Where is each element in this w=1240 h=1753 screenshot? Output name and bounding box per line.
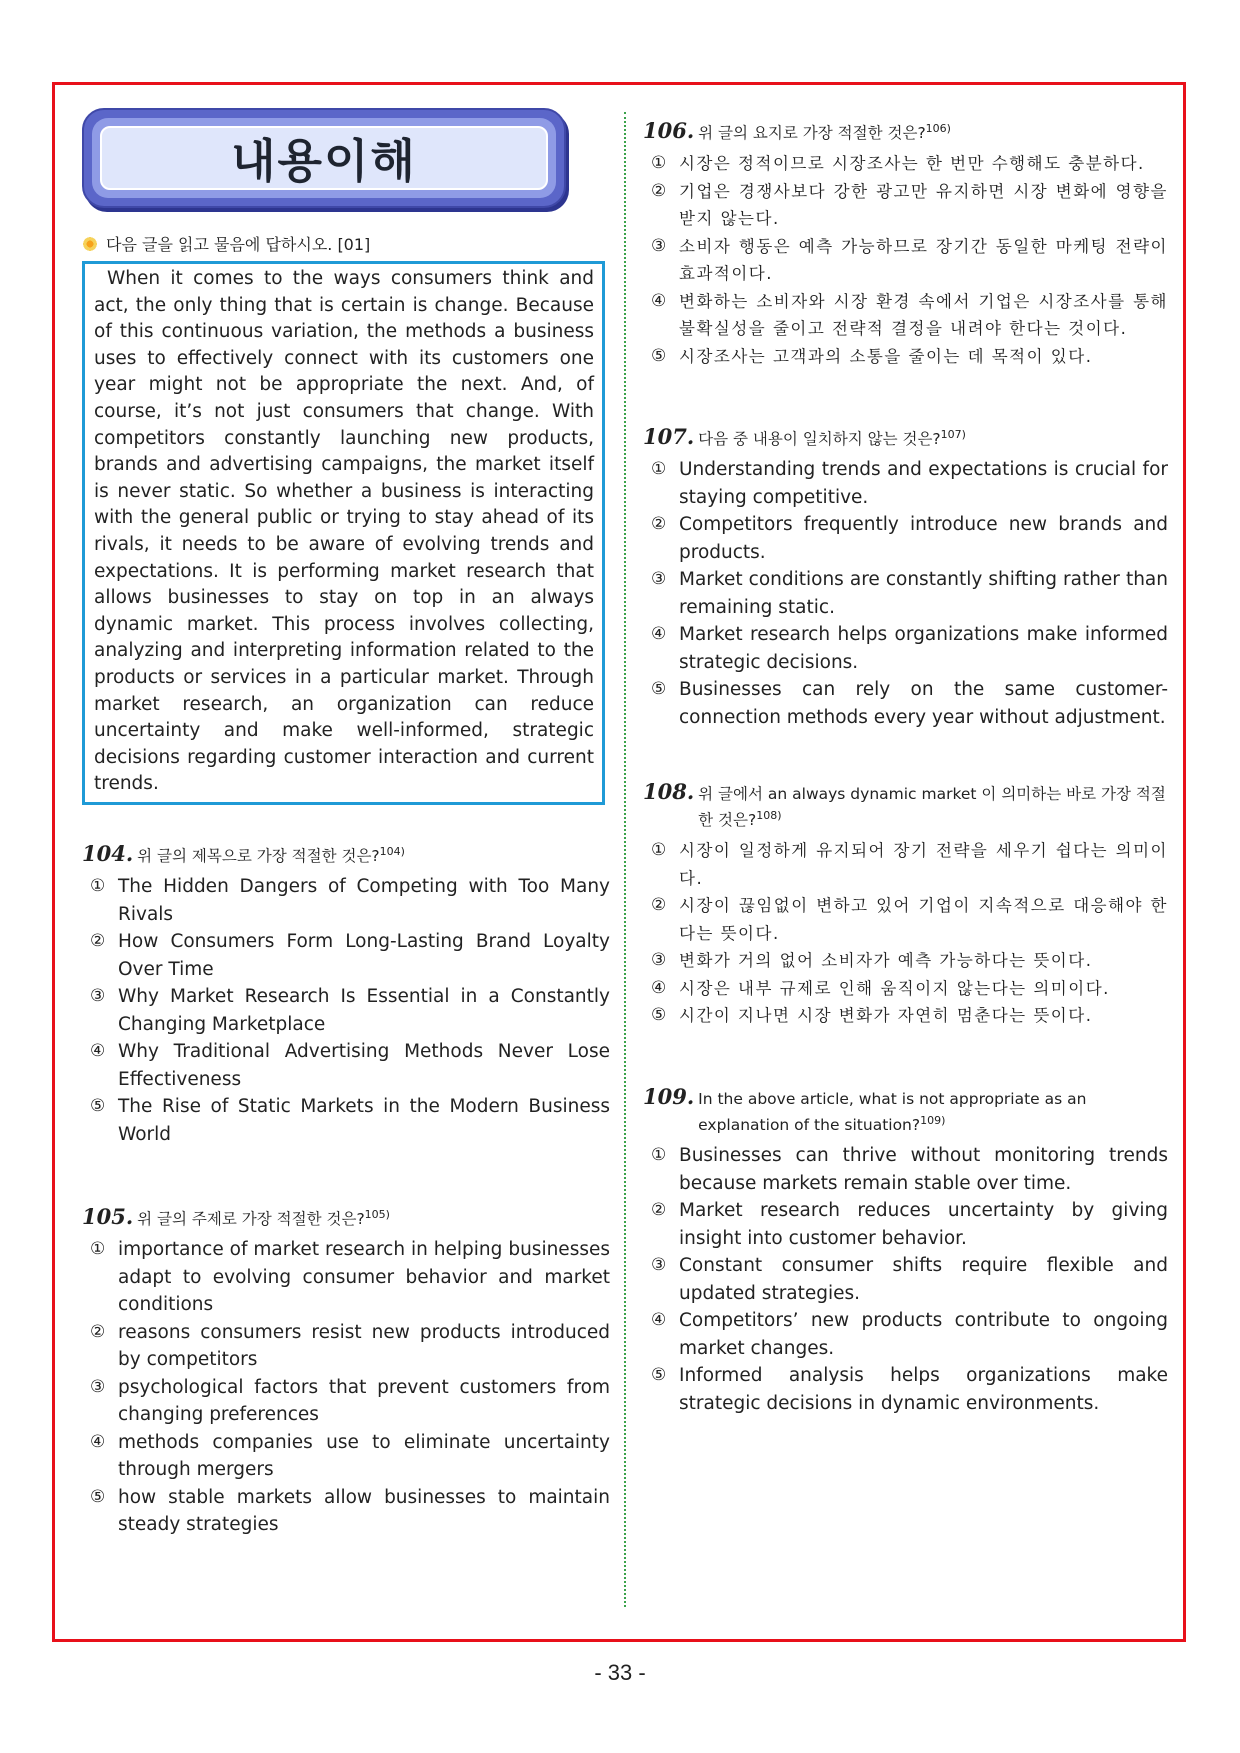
instruction-text: 다음 글을 읽고 물음에 답하시오. [01] (106, 235, 371, 254)
option[interactable]: ④ Market research helps organizations make informed strategic decisions. (651, 624, 1168, 673)
option[interactable]: ⑤ 시간이 지나면 시장 변화가 자연히 멈춘다는 뜻이다. (651, 1005, 1093, 1026)
question-104 (82, 841, 610, 1148)
option[interactable]: ③ 소비자 행동은 예측 가능하므로 장기간 동일한 마케팅 전략이 효과적이다. (651, 235, 1168, 284)
option-list (82, 873, 610, 1148)
right-column (643, 108, 1168, 1417)
option[interactable]: ⑤ The Rise of Static Markets in the Modern Business World (90, 1096, 610, 1145)
option-list (643, 1142, 1168, 1417)
question-title: 위 글의 요지로 가장 적절한 것은?$^{106)}$ (698, 122, 951, 143)
option[interactable]: ② reasons consumers resist new products introduced by competitors (90, 1321, 610, 1371)
section-title: 내용이해 (231, 134, 417, 188)
option[interactable]: ③ Market conditions are constantly shifting rather than remaining static. (651, 569, 1168, 618)
option[interactable]: ① The Hidden Dangers of Competing with Too Many Rivals (90, 876, 610, 925)
option[interactable]: ① 시장은 정적이므로 시장조사는 한 번만 수행해도 충분하다. (651, 153, 1145, 174)
question-number: 108. (643, 779, 695, 805)
footnote-ref: 104) (379, 844, 405, 858)
option[interactable]: ④ 변화하는 소비자와 시장 환경 속에서 기업은 시장조사를 통해 불확실성을 줄이고 전략적 결정을 내려야 한다는 것이다. (651, 290, 1168, 339)
question-title: 위 글에서 an always dynamic market 이 의미하는 바로 가장 적절한 것은?$^{108)}$ (698, 785, 1166, 830)
section-title-badge (82, 108, 566, 208)
option[interactable]: ① Businesses can thrive without monitoring trends because markets remain stable over time. (651, 1145, 1168, 1194)
option[interactable]: ⑤ how stable markets allow businesses to maintain steady strategies (90, 1486, 610, 1536)
option[interactable]: ② How Consumers Form Long-Lasting Brand Loyalty Over Time (90, 931, 610, 980)
option[interactable]: ④ 시장은 내부 규제로 인해 움직이지 않는다는 의미이다. (651, 977, 1110, 998)
option-list (643, 456, 1168, 731)
reading-passage: When it comes to the ways consumers think and act, the only thing that is certain is change. Because of this continuous variation, the methods a business uses to effectively connect with its customers one year might not be appropriate the next. And, of course, it’s not just consumers that change. With competitors constantly launching new products, brands and advertising campaigns, the market itself is never static. So whether a business is interacting with the general public or trying to stay ahead of its rivals, it needs to be aware of evolving trends and expectations. It is performing market research that allows businesses to stay on top in an always dynamic market. This process involves collecting, analyzing and interpreting information related to the products or services in a particular market. Through market research, an organization can reduce uncertainty and make well-informed, strategic decisions regarding customer interaction and current trends. (82, 261, 605, 805)
question-number: 106. (643, 118, 695, 144)
option[interactable]: ③ psychological factors that prevent customers from changing preferences (90, 1376, 610, 1426)
question-107 (643, 424, 1168, 731)
option[interactable]: ⑤ 시장조사는 고객과의 소통을 줄이는 데 목적이 있다. (651, 345, 1093, 366)
option[interactable]: ② Market research reduces uncertainty by giving insight into customer behavior. (651, 1200, 1168, 1249)
footnote-ref: 108) (756, 809, 782, 823)
footnote-ref: 106) (925, 122, 951, 135)
option[interactable]: ⑤ Informed analysis helps organizations make strategic decisions in dynamic environments. (651, 1365, 1168, 1414)
option[interactable]: ① Understanding trends and expectations is crucial for staying competitive. (651, 459, 1168, 508)
question-number: 105. (82, 1204, 134, 1230)
question-number: 104. (82, 841, 134, 867)
question-106 (643, 118, 1168, 370)
option-list (643, 150, 1168, 370)
option[interactable]: ① 시장이 일정하게 유지되어 장기 전략을 세우기 쉽다는 의미이다. (651, 840, 1168, 888)
instruction (82, 232, 610, 255)
question-109 (643, 1083, 1168, 1417)
footnote-ref: 105) (364, 1208, 390, 1222)
column-divider (624, 112, 626, 1607)
question-number: 109. (643, 1083, 695, 1109)
question-title: 위 글의 제목으로 가장 적절한 것은?$^{104)}$ (137, 844, 405, 866)
question-title: 다음 중 내용이 일치하지 않는 것은?$^{107)}$ (698, 428, 966, 449)
question-title: In the above article, what is not appropriate as an explanation of the situation?$^{109)}$ (698, 1089, 1087, 1135)
page-number: - 33 - (594, 1660, 646, 1685)
option[interactable]: ④ Competitors’ new products contribute to ongoing market changes. (651, 1310, 1168, 1359)
option[interactable]: ② Competitors frequently introduce new brands and products. (651, 514, 1168, 563)
option[interactable]: ③ Why Market Research Is Essential in a Constantly Changing Marketplace (90, 986, 610, 1035)
option[interactable]: ② 기업은 경쟁사보다 강한 광고만 유지하면 시장 변화에 영향을 받지 않는다. (651, 180, 1168, 229)
question-105 (82, 1204, 610, 1539)
option[interactable]: ① importance of market research in helping businesses adapt to evolving consumer behavior and market conditions (90, 1239, 610, 1316)
option[interactable]: ④ Why Traditional Advertising Methods Never Lose Effectiveness (90, 1041, 610, 1090)
question-title: 위 글의 주제로 가장 적절한 것은?$^{105)}$ (137, 1208, 390, 1229)
option[interactable]: ② 시장이 끊임없이 변하고 있어 기업이 지속적으로 대응해야 한다는 뜻이다. (651, 895, 1168, 943)
option-list (643, 837, 1168, 1030)
question-number: 107. (643, 424, 695, 450)
option[interactable]: ③ 변화가 거의 없어 소비자가 예측 가능하다는 뜻이다. (651, 950, 1093, 971)
option-list (82, 1236, 610, 1539)
left-column (82, 108, 610, 1539)
option[interactable]: ③ Constant consumer shifts require flexible and updated strategies. (651, 1255, 1168, 1304)
footnote-ref: 107) (940, 428, 966, 442)
question-108 (643, 781, 1168, 1030)
footnote-ref: 109) (920, 1113, 946, 1127)
option[interactable]: ⑤ Businesses can rely on the same customer-connection methods every year without adjustment. (651, 679, 1168, 728)
flower-icon (82, 236, 98, 252)
option[interactable]: ④ methods companies use to eliminate uncertainty through mergers (90, 1431, 610, 1481)
